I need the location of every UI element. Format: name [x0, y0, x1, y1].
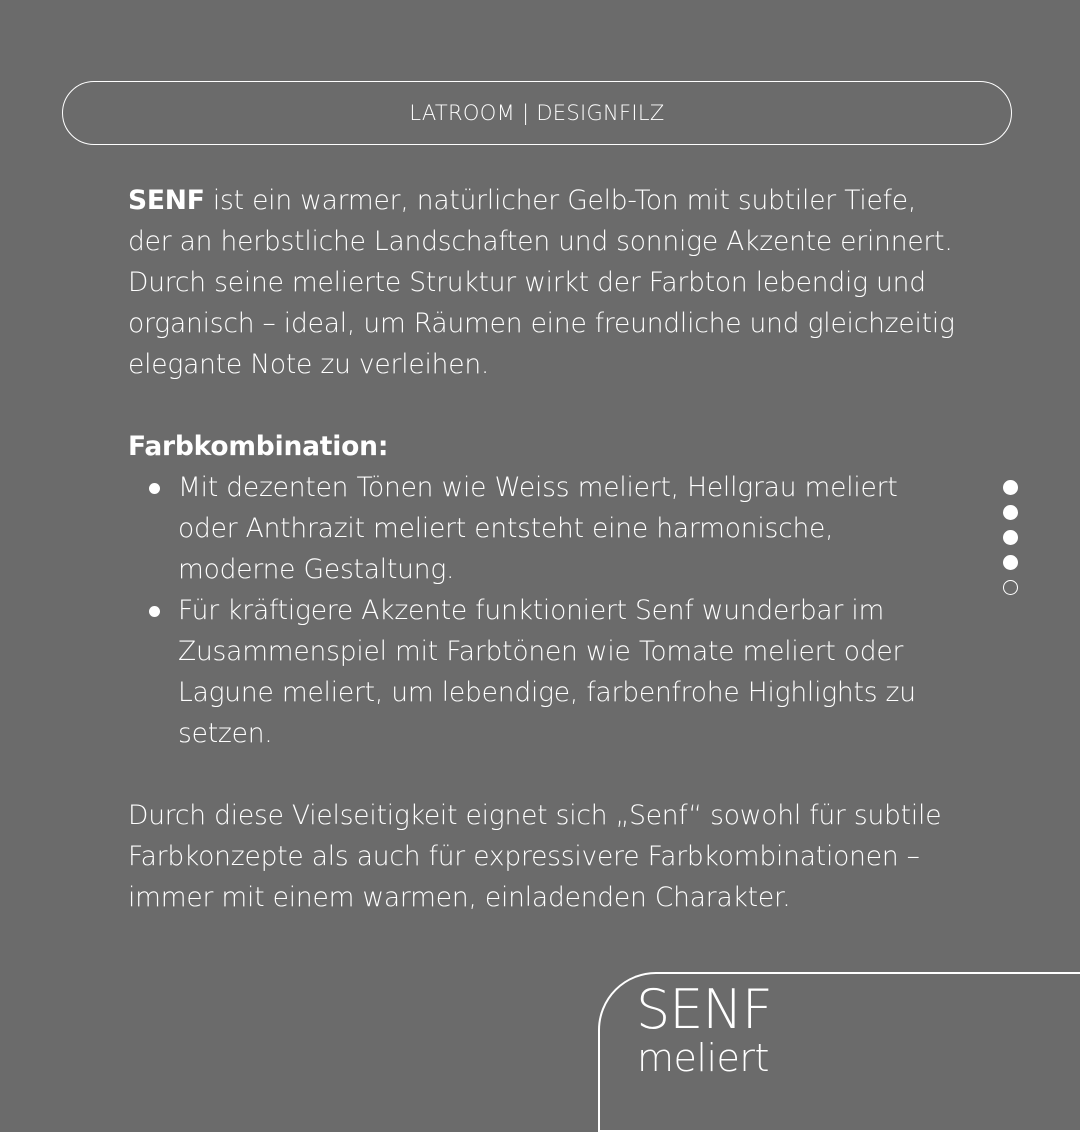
- pager-dot[interactable]: [1003, 505, 1018, 520]
- closing-paragraph: Durch diese Vielseitigkeit eignet sich „Senf“ sowohl für subtile Farbkonzepte als auch für expressivere Farbkombinationen – immer mit einem warmen, einladenden Charakter.: [128, 800, 942, 913]
- pager-dot[interactable]: [1003, 555, 1018, 570]
- product-variant: meliert: [637, 1036, 769, 1080]
- brand-header: [62, 81, 1012, 145]
- combination-item: Mit dezenten Tönen wie Weiss meliert, Hellgrau meliert oder Anthrazit meliert entsteht eine harmonische, moderne Gestaltung.: [178, 467, 958, 590]
- paragraph-spacer: [128, 385, 958, 426]
- pager-dot[interactable]: [1003, 530, 1018, 545]
- product-name: SENF: [636, 978, 772, 1041]
- intro-color-name: SENF: [128, 185, 205, 216]
- combination-list: [128, 467, 958, 754]
- intro-text: ist ein warmer, natürlicher Gelb-Ton mit subtiler Tiefe, der an herbstliche Landschaften und sonnige Akzente erinnert. Durch seine melierte Struktur wirkt der Farbton lebendig und organisch – ideal, um Räumen eine freundliche und gleichzeitig elegante Note zu verleihen.: [128, 185, 955, 380]
- pager-dot[interactable]: [1003, 580, 1018, 595]
- carousel-pager: [1003, 480, 1018, 595]
- pager-dot[interactable]: [1003, 480, 1018, 495]
- combination-heading: Farbkombination:: [128, 431, 389, 462]
- combination-item: Für kräftigere Akzente funktioniert Senf wunderbar im Zusammenspiel mit Farbtönen wie Tomate meliert oder Lagune meliert, um lebendige, farbenfrohe Highlights zu setzen.: [178, 590, 958, 754]
- brand-title: LATROOM | DESIGNFILZ: [409, 101, 665, 125]
- paragraph-spacer: [128, 754, 958, 795]
- description-content: [128, 180, 958, 918]
- intro-paragraph: [128, 180, 958, 385]
